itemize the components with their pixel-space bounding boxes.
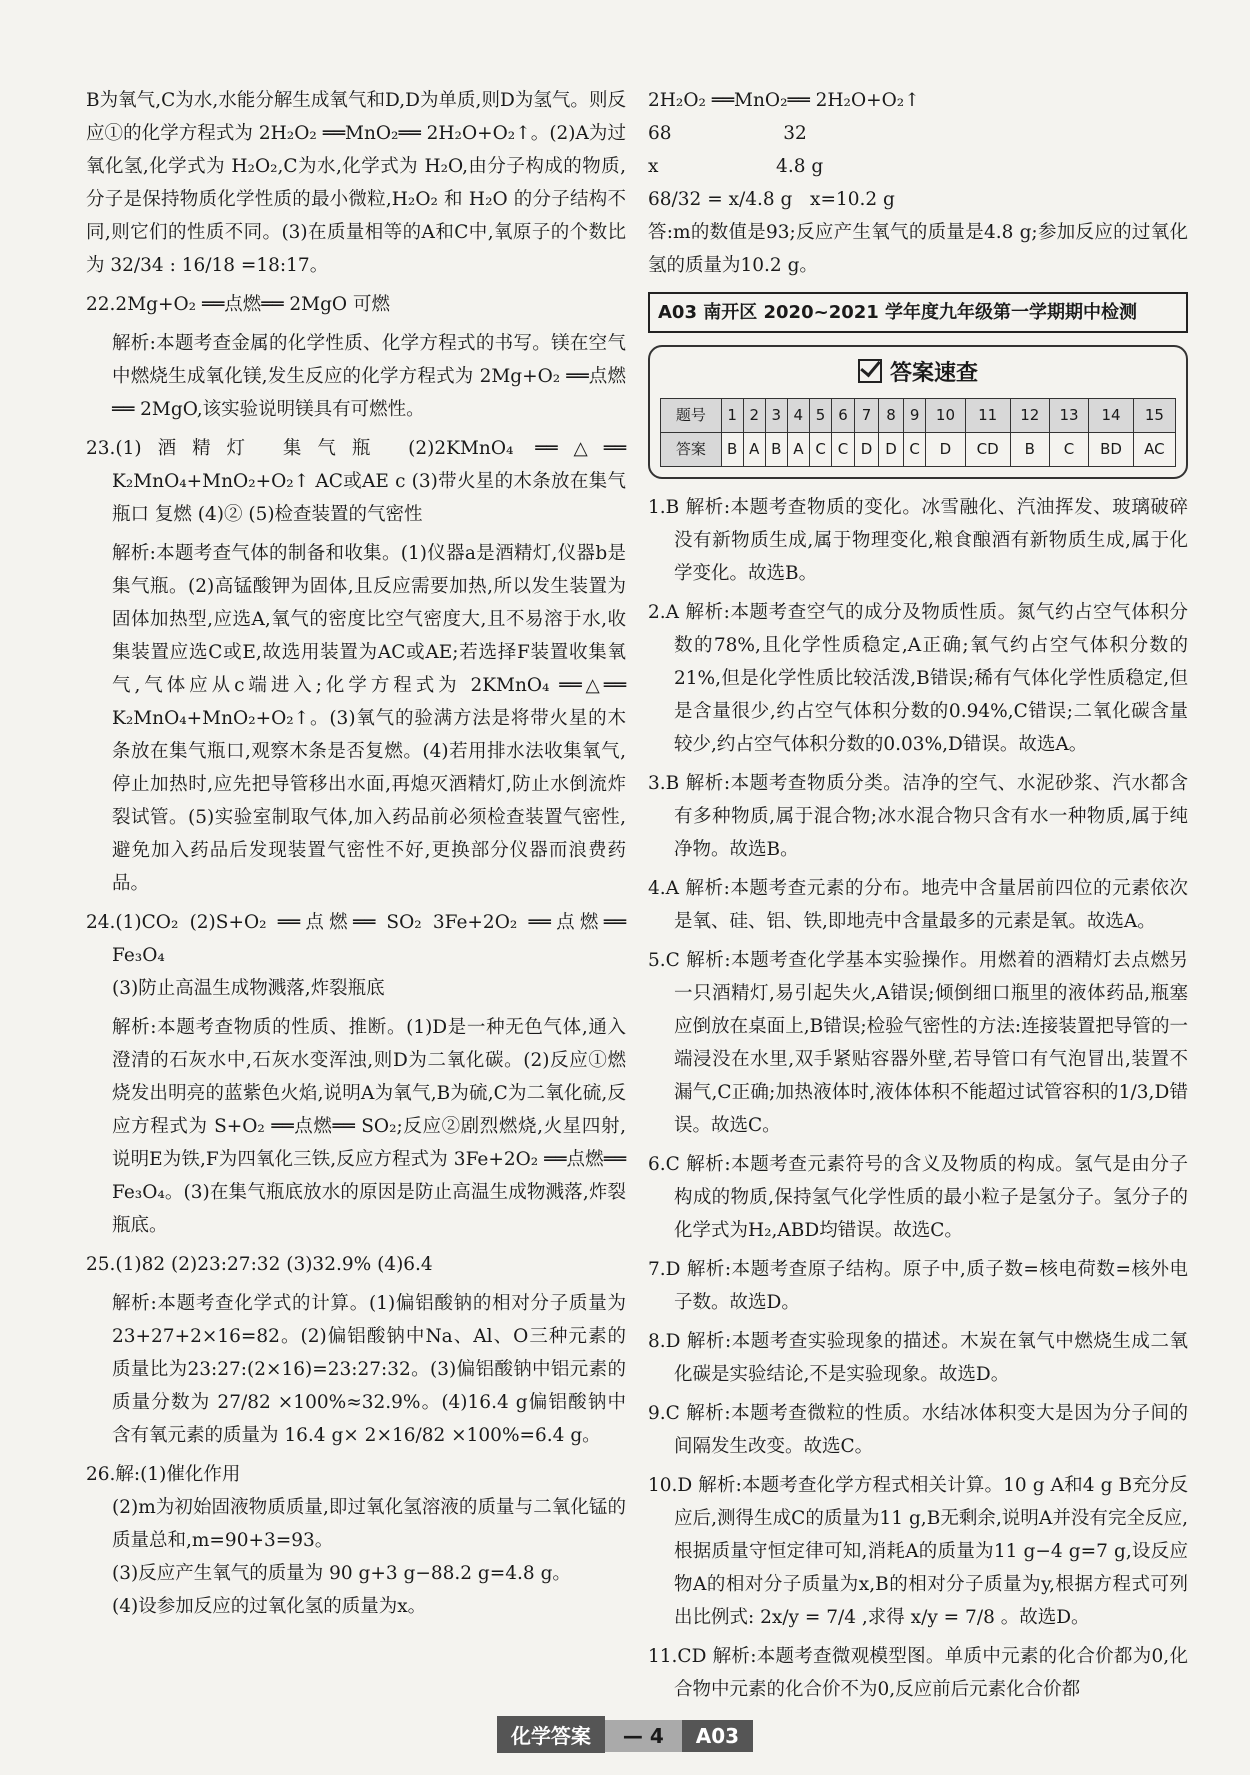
table-cell-number: 13 — [1049, 399, 1088, 433]
q25-answer: 25.(1)82 (2)23:27:32 (3)32.9% (4)6.4 — [86, 1254, 433, 1275]
q26-part4: (4)设参加反应的过氧化氢的质量为x。 — [112, 1596, 427, 1617]
q22-answer: 22.2Mg+O₂ ══点燃══ 2MgO 可燃 — [86, 294, 390, 315]
table-cell-number: 12 — [1010, 399, 1049, 433]
table-cell-answer: D — [926, 433, 965, 467]
section-header: A03 南开区 2020~2021 学年度九年级第一学期期中检测 — [648, 292, 1188, 333]
answer-table-number-row — [661, 399, 1176, 433]
q26-final-answer: 答:m的数值是93;反应产生氧气的质量是4.8 g;参加反应的过氧化氢的质量为10.2 g。 — [648, 222, 1188, 276]
footer-code: A03 — [682, 1720, 753, 1752]
table-cell-number: 2 — [743, 399, 765, 433]
explanation-2: 2.A 解析:本题考查空气的成分及物质性质。氮气约占空气体积分数的78%,且化学性质稳定,A正确;氧气约占空气体积分数的21%,但是化学性质比较活泼,B错误;稀有气体化学性质稳定,但是含量很少,约占空气体积分数的0.94%,C错误;二氧化碳含量较少,约占空气体积分数的0.03%,D错误。故选A。 — [648, 602, 1188, 755]
table-cell-number: 9 — [903, 399, 925, 433]
equation-line-4: 68/32 = x/4.8 g x=10.2 g — [648, 189, 895, 210]
q22-explanation: 解析:本题考查金属的化学性质、化学方程式的书写。镁在空气中燃烧生成氧化镁,发生反应的化学方程式为 2Mg+O₂ ══点燃══ 2MgO,该实验说明镁具有可燃性。 — [112, 333, 626, 420]
explanation-9: 9.C 解析:本题考查微粒的性质。水结冰体积变大是因为分子间的间隔发生改变。故选C。 — [648, 1403, 1188, 1457]
explanation-6: 6.C 解析:本题考查元素符号的含义及物质的构成。氢气是由分子构成的物质,保持氢气化学性质的最小粒子是氢分子。氢分子的化学式为H₂,ABD均错误。故选C。 — [648, 1154, 1188, 1241]
answer-table — [660, 398, 1176, 467]
table-cell-answer: C — [1049, 433, 1088, 467]
table-cell-number: 15 — [1133, 399, 1175, 433]
table-cell-number: 10 — [926, 399, 965, 433]
table-cell-number: 3 — [765, 399, 787, 433]
paragraph-q21-continued: B为氧气,C为水,水能分解生成氧气和D,D为单质,则D为氢气。则反应①的化学方程式为 2H₂O₂ ══MnO₂══ 2H₂O+O₂↑。(2)A为过氧化氢,化学式为 H₂O₂,C为水,化学式为 H₂O,由分子构成的物质,分子是保持物质化学性质的最小微粒,H₂O₂ 和 H₂O 的分子结构不同,则它们的性质不同。(3)在质量相等的A和C中,氧原子的个数比为 32/34 : 16/18 =18:17。 — [86, 90, 626, 276]
q23-explanation: 解析:本题考查气体的制备和收集。(1)仪器a是酒精灯,仪器b是集气瓶。(2)高锰酸钾为固体,且反应需要加热,所以发生装置为固体加热型,应选A,氧气的密度比空气密度大,且不易溶于水,收集装置应选C或E,故选用装置为AC或AE;若选择F装置收集氧气,气体应从c端进入;化学方程式为 2KMnO₄ ══△══ K₂MnO₄+MnO₂+O₂↑。(3)氧气的验满方法是将带火星的木条放在集气瓶口,观察木条是否复燃。(4)若用排水法收集氧气,停止加热时,应先把导管移出水面,再熄灭酒精灯,防止水倒流炸裂试管。(5)实验室制取气体,加入药品前必须检查装置气密性,避免加入药品后发现装置气密性不好,更换部分仪器而浪费药品。 — [112, 543, 626, 894]
q24-explanation: 解析:本题考查物质的性质、推断。(1)D是一种无色气体,通入澄清的石灰水中,石灰水变浑浊,则D为二氧化碳。(2)反应①燃烧发出明亮的蓝紫色火焰,说明A为氧气,B为硫,C为二氧化硫,反应方程式为 S+O₂ ══点燃══ SO₂;反应②剧烈燃烧,火星四射,说明E为铁,F为四氧化三铁,反应方程式为 3Fe+2O₂ ══点燃══ Fe₃O₄。(3)在集气瓶底放水的原因是防止高温生成物溅落,炸裂瓶底。 — [112, 1017, 626, 1236]
table-cell-answer: C — [809, 433, 831, 467]
footer-page-number: — 4 — [605, 1720, 682, 1752]
table-cell-number: 8 — [879, 399, 904, 433]
explanation-11: 11.CD 解析:本题考查微观模型图。单质中元素的化合价都为0,化合物中元素的化合价不为0,反应前后元素化合价都 — [648, 1646, 1188, 1700]
table-cell-number: 11 — [965, 399, 1010, 433]
checkbox-icon — [858, 359, 882, 383]
left-column — [86, 84, 626, 1629]
table-cell-answer: C — [903, 433, 925, 467]
table-cell-number: 1 — [721, 399, 743, 433]
q24-answer-part3: (3)防止高温生成物溅落,炸裂瓶底 — [112, 978, 385, 999]
quick-check-title-text: 答案速查 — [889, 361, 978, 386]
table-cell-answer: A — [787, 433, 809, 467]
q23-answer: 23.(1)酒精灯 集气瓶 (2)2KMnO₄ ══△══ K₂MnO₄+MnO₂+O₂↑ AC或AE c (3)带火星的木条放在集气瓶口 复燃 (4)② (5)检查装置的气密性 — [86, 438, 626, 525]
table-cell-answer: A — [743, 433, 765, 467]
answer-table-answer-row — [661, 433, 1176, 467]
table-cell-answer: CD — [965, 433, 1010, 467]
table-cell-answer: D — [854, 433, 879, 467]
explanation-5: 5.C 解析:本题考查化学基本实验操作。用燃着的酒精灯去点燃另一只酒精灯,易引起失火,A错误;倾倒细口瓶里的液体药品,瓶塞应倒放在桌面上,B错误;检验气密性的方法:连接装置把导管的一端浸没在水里,双手紧贴容器外壁,若导管口有气泡冒出,装置不漏气,C正确;加热液体时,液体体积不能超过试管容积的1/3,D错误。故选C。 — [648, 950, 1188, 1136]
q26-part3: (3)反应产生氧气的质量为 90 g+3 g−88.2 g=4.8 g。 — [112, 1563, 571, 1584]
equation-line-2: 68 32 — [648, 123, 807, 144]
table-cell-number: 14 — [1089, 399, 1134, 433]
page-footer — [0, 1716, 1250, 1753]
right-column — [648, 84, 1188, 1712]
explanation-4: 4.A 解析:本题考查元素的分布。地壳中含量居前四位的元素依次是氧、硅、铝、铁,即地壳中含量最多的元素是氧。故选A。 — [648, 878, 1188, 932]
equation-line-1: 2H₂O₂ ══MnO₂══ 2H₂O+O₂↑ — [648, 90, 920, 111]
table-cell-answer: B — [765, 433, 787, 467]
table-cell-answer: B — [721, 433, 743, 467]
table-cell-number: 5 — [809, 399, 831, 433]
explanation-8: 8.D 解析:本题考查实验现象的描述。木炭在氧气中燃烧生成二氧化碳是实验结论,不是实验现象。故选D。 — [648, 1331, 1188, 1385]
row-head-number: 题号 — [661, 399, 722, 433]
table-cell-answer: BD — [1089, 433, 1134, 467]
table-cell-answer: C — [832, 433, 854, 467]
quick-check-title — [660, 357, 1176, 390]
row-head-answer: 答案 — [661, 433, 722, 467]
q24-answer: 24.(1)CO₂ (2)S+O₂ ══点燃══ SO₂ 3Fe+2O₂ ══点燃══ Fe₃O₄ — [86, 912, 626, 966]
explanation-3: 3.B 解析:本题考查物质分类。洁净的空气、水泥砂浆、汽水都含有多种物质,属于混合物;冰水混合物只含有水一种物质,属于纯净物。故选B。 — [648, 773, 1188, 860]
q26-answer: 26.解:(1)催化作用 — [86, 1464, 241, 1485]
table-cell-answer: AC — [1133, 433, 1175, 467]
table-cell-number: 6 — [832, 399, 854, 433]
q25-explanation: 解析:本题考查化学式的计算。(1)偏铝酸钠的相对分子质量为23+27+2×16=82。(2)偏铝酸钠中Na、Al、O三种元素的质量比为23:27:(2×16)=23:27:32。(3)偏铝酸钠中铝元素的质量分数为 27/82 ×100%≈32.9%。(4)16.4 g偏铝酸钠中含有氧元素的质量为 16.4 g× 2×16/82 ×100%=6.4 g。 — [112, 1293, 626, 1446]
q26-part2: (2)m为初始固液物质质量,即过氧化氢溶液的质量与二氧化锰的质量总和,m=90+3=93。 — [112, 1497, 626, 1551]
explanation-1: 1.B 解析:本题考查物质的变化。冰雪融化、汽油挥发、玻璃破碎没有新物质生成,属于物理变化,粮食酿酒有新物质生成,属于化学变化。故选B。 — [648, 497, 1188, 584]
footer-label: 化学答案 — [497, 1716, 605, 1753]
equation-line-3: x 4.8 g — [648, 156, 824, 177]
table-cell-number: 7 — [854, 399, 879, 433]
explanation-7: 7.D 解析:本题考查原子结构。原子中,质子数=核电荷数=核外电子数。故选D。 — [648, 1259, 1188, 1313]
table-cell-number: 4 — [787, 399, 809, 433]
table-cell-answer: D — [879, 433, 904, 467]
table-cell-answer: B — [1010, 433, 1049, 467]
answer-quick-check-box — [648, 345, 1188, 479]
explanation-10: 10.D 解析:本题考查化学方程式相关计算。10 g A和4 g B充分反应后,测得生成C的质量为11 g,B无剩余,说明A并没有完全反应,根据质量守恒定律可知,消耗A的质量为11 g−4 g=7 g,设反应物A的相对分子质量为x,B的相对分子质量为y,根据方程式可列出比例式: 2x/y = 7/4 ,求得 x/y = 7/8 。故选D。 — [648, 1475, 1188, 1628]
